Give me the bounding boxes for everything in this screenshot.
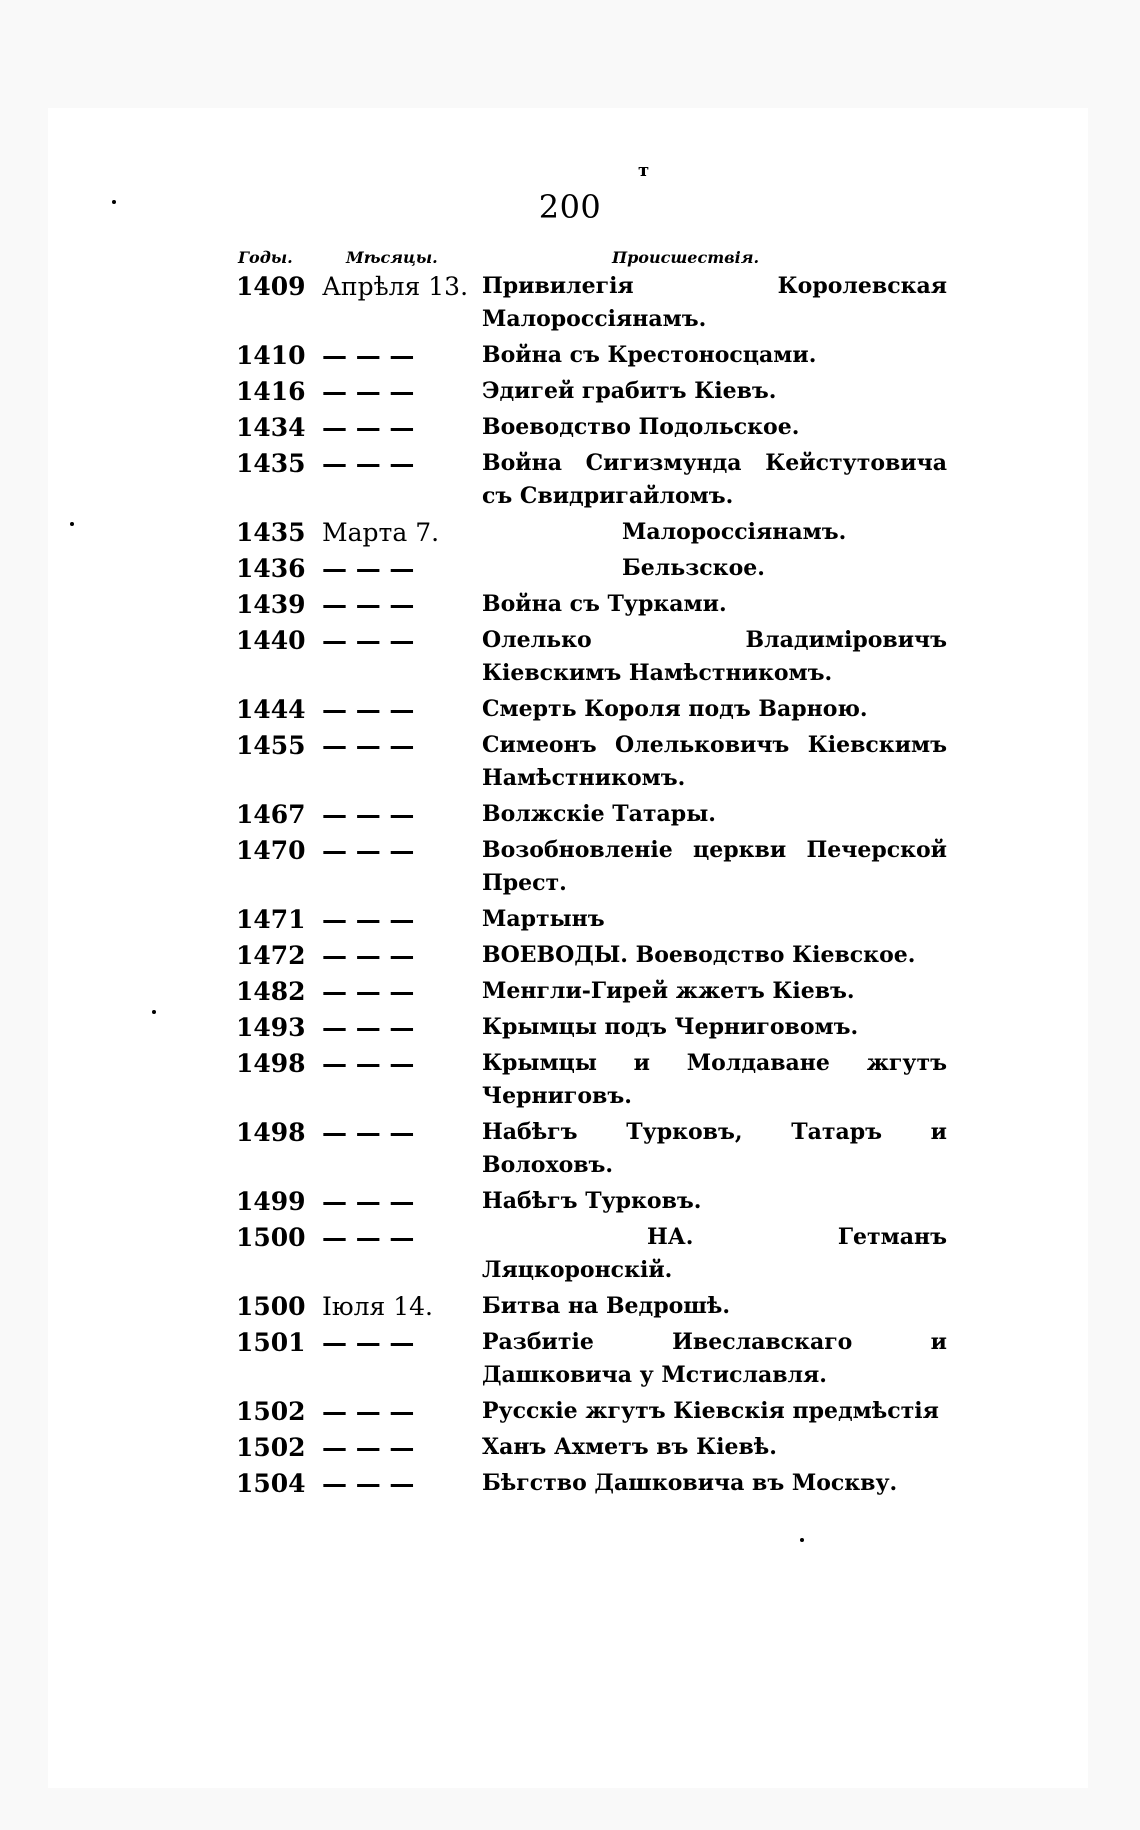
row-date: — — — <box>322 1118 415 1147</box>
row-date: — — — <box>322 1397 415 1426</box>
row-event: НА. Гетманъ Ляцкоронскій. <box>482 1224 947 1283</box>
row-date: — — — <box>322 1433 415 1462</box>
row-event: Набѣгъ Турковъ. <box>482 1188 702 1214</box>
row-year: 1455 <box>236 731 306 760</box>
table-row <box>0 691 1140 727</box>
table-row <box>0 1009 1140 1045</box>
table-row <box>0 514 1140 550</box>
column-header-event: Происшествія. <box>612 248 760 267</box>
row-year: 1435 <box>236 449 306 478</box>
table-row <box>0 337 1140 373</box>
row-event: Смерть Короля подъ Варною. <box>482 696 868 722</box>
row-year: 1467 <box>236 800 306 829</box>
row-date: — — — <box>322 590 415 619</box>
page-mark: т <box>638 160 650 181</box>
row-date: — — — <box>322 1328 415 1357</box>
row-year: 1501 <box>236 1328 306 1357</box>
row-event: Волжскіе Татары. <box>482 801 716 827</box>
row-event: Война съ Турками. <box>482 591 727 617</box>
row-event: Разбитіе Ивеславскаго и Дашковича у Мстиславля. <box>482 1329 947 1388</box>
row-event: Русскіе жгутъ Кіевскія предмѣстія <box>482 1398 939 1424</box>
table-row <box>0 1183 1140 1219</box>
row-event: Набѣгъ Турковъ, Татаръ и Волоховъ. <box>482 1119 947 1178</box>
row-date: Апрѣля 13. <box>322 272 469 301</box>
table-row <box>0 1429 1140 1465</box>
row-date: — — — <box>322 836 415 865</box>
row-event: Война Сигизмунда Кейстутовича съ Свидригайломъ. <box>482 450 947 509</box>
row-date: — — — <box>322 1223 415 1252</box>
table-row <box>0 727 1140 796</box>
row-event: Менгли-Гирей жжетъ Кіевъ. <box>482 978 855 1004</box>
column-header-month: Мѣсяцы. <box>346 248 438 267</box>
row-event: Симеонъ Олельковичъ Кіевскимъ Намѣстникомъ. <box>482 732 947 791</box>
row-event: Возобновленіе церкви Печерской Прест. <box>482 837 947 896</box>
row-event: Война съ Крестоносцами. <box>482 342 817 368</box>
row-year: 1444 <box>236 695 306 724</box>
row-date: Марта 7. <box>322 518 440 547</box>
row-date: — — — <box>322 800 415 829</box>
row-year: 1434 <box>236 413 306 442</box>
row-year: 1440 <box>236 626 306 655</box>
row-date: Іюля 14. <box>322 1292 433 1321</box>
row-year: 1502 <box>236 1397 306 1426</box>
row-date: — — — <box>322 1187 415 1216</box>
row-year: 1410 <box>236 341 306 370</box>
table-row <box>0 409 1140 445</box>
row-year: 1504 <box>236 1469 306 1498</box>
row-year: 1500 <box>236 1292 306 1321</box>
row-date: — — — <box>322 941 415 970</box>
row-date: — — — <box>322 905 415 934</box>
table-row <box>0 268 1140 337</box>
table-row <box>0 901 1140 937</box>
row-date: — — — <box>322 695 415 724</box>
speck <box>800 1538 804 1542</box>
table-row <box>0 1465 1140 1501</box>
row-event: Малороссіянамъ. <box>622 519 847 545</box>
row-year: 1436 <box>236 554 306 583</box>
row-event: Бѣгство Дашковича въ Москву. <box>482 1470 898 1496</box>
row-year: 1471 <box>236 905 306 934</box>
row-year: 1435 <box>236 518 306 547</box>
table-row <box>0 1324 1140 1393</box>
row-event: Крымцы подъ Черниговомъ. <box>482 1014 859 1040</box>
table-row <box>0 586 1140 622</box>
row-date: — — — <box>322 626 415 655</box>
row-event: Эдигей грабитъ Кіевъ. <box>482 378 777 404</box>
row-date: — — — <box>322 341 415 370</box>
table-row <box>0 937 1140 973</box>
row-event: Ханъ Ахметъ въ Кіевѣ. <box>482 1434 777 1460</box>
row-date: — — — <box>322 377 415 406</box>
row-year: 1439 <box>236 590 306 619</box>
row-year: 1472 <box>236 941 306 970</box>
row-event: Битва на Ведрошѣ. <box>482 1293 731 1319</box>
row-event: Воеводство Подольское. <box>482 414 800 440</box>
row-event: Бельзское. <box>622 555 765 581</box>
row-year: 1482 <box>236 977 306 1006</box>
table-row <box>0 1288 1140 1324</box>
row-year: 1470 <box>236 836 306 865</box>
table-row <box>0 1114 1140 1183</box>
row-year: 1498 <box>236 1118 306 1147</box>
row-date: — — — <box>322 1469 415 1498</box>
row-year: 1502 <box>236 1433 306 1462</box>
row-event: ВОЕВОДЫ. Воеводство Кіевское. <box>482 942 916 968</box>
row-event: Мартынъ <box>482 906 605 932</box>
row-year: 1409 <box>236 272 306 301</box>
table-row <box>0 1219 1140 1288</box>
page-number: 200 <box>538 188 602 226</box>
column-header-year: Годы. <box>238 248 293 267</box>
row-date: — — — <box>322 554 415 583</box>
row-date: — — — <box>322 731 415 760</box>
table-row <box>0 550 1140 586</box>
row-date: — — — <box>322 449 415 478</box>
row-year: 1498 <box>236 1049 306 1078</box>
row-event: Привилегія Королевская Малороссіянамъ. <box>482 273 947 332</box>
row-date: — — — <box>322 977 415 1006</box>
table-row <box>0 832 1140 901</box>
table-row <box>0 1393 1140 1429</box>
table-row <box>0 373 1140 409</box>
table-row <box>0 1045 1140 1114</box>
row-event: Крымцы и Молдаване жгутъ Черниговъ. <box>482 1050 947 1109</box>
row-date: — — — <box>322 1013 415 1042</box>
table-row <box>0 973 1140 1009</box>
row-date: — — — <box>322 413 415 442</box>
row-date: — — — <box>322 1049 415 1078</box>
row-year: 1499 <box>236 1187 306 1216</box>
table-row <box>0 622 1140 691</box>
speck <box>112 200 116 204</box>
chronicle-table <box>0 268 1140 1501</box>
table-row <box>0 445 1140 514</box>
row-year: 1416 <box>236 377 306 406</box>
row-year: 1493 <box>236 1013 306 1042</box>
row-year: 1500 <box>236 1223 306 1252</box>
row-event: Олелько Владиміровичъ Кіевскимъ Намѣстникомъ. <box>482 627 947 686</box>
table-row <box>0 796 1140 832</box>
